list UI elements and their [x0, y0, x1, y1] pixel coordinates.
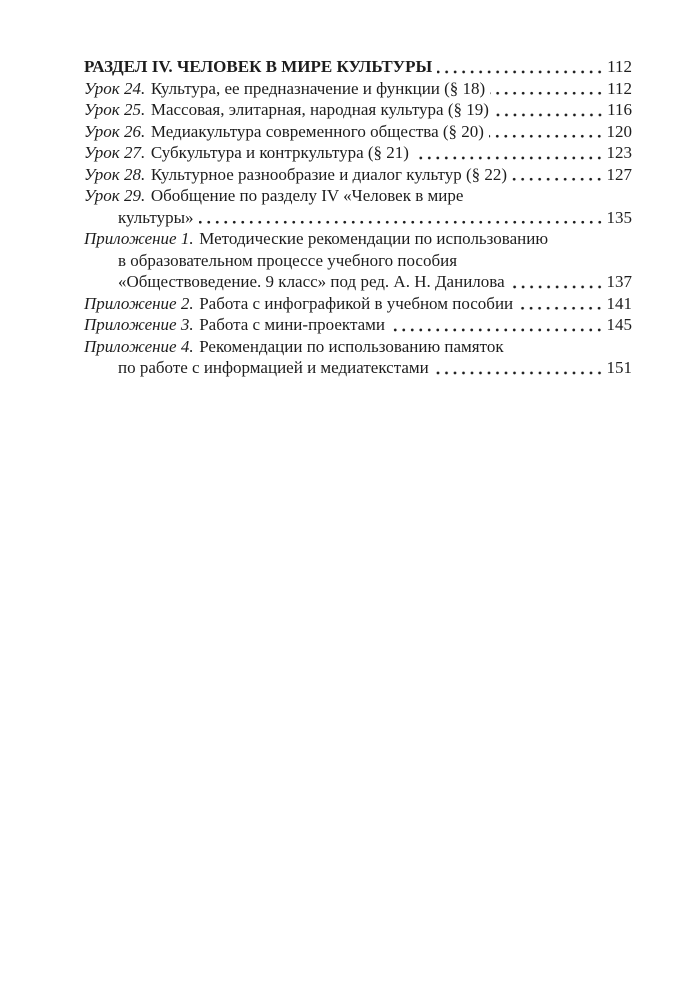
toc-entry	[84, 293, 632, 315]
toc-entry-prefix: Урок 29.	[84, 186, 146, 205]
toc-entry	[84, 164, 632, 186]
toc-entry-title: культуры»	[118, 207, 194, 227]
toc-entry-title: Методические рекомендации по использованию	[199, 229, 549, 248]
dot-leader	[434, 357, 604, 379]
toc-entry-title: «Обществоведение. 9 класс» под ред. А. Н. Данилова	[118, 272, 505, 291]
toc-entry-title: Работа с инфографикой в учебном пособии	[199, 293, 514, 313]
toc-entry-title: Медиакультура современного общества (§ 20)	[150, 121, 484, 141]
toc-entry	[84, 336, 632, 358]
toc-page-number: 112	[607, 78, 632, 98]
dot-leader	[437, 56, 604, 78]
dot-leader	[390, 314, 604, 336]
dot-leader	[489, 121, 604, 143]
dot-leader	[512, 164, 603, 186]
dot-leader	[490, 78, 604, 100]
dot-leader	[414, 142, 604, 164]
toc-entry-title: по работе с информацией и медиатекстами	[118, 358, 429, 377]
toc-page-number: 127	[606, 164, 632, 184]
toc-entry-prefix: Приложение 1.	[84, 229, 194, 248]
toc-entry-title: Массовая, элитарная, народная культура (§ 19)	[150, 100, 489, 119]
toc-entry-prefix: Приложение 4.	[84, 336, 194, 356]
toc-page-number: 112	[607, 57, 632, 76]
toc-page-number: 151	[606, 358, 632, 377]
toc-section-title: РАЗДЕЛ IV. ЧЕЛОВЕК В МИРЕ КУЛЬТУРЫ	[84, 57, 433, 76]
toc-entry-continuation	[84, 250, 632, 272]
toc-section-heading	[84, 56, 632, 78]
toc-page-number: 141	[606, 293, 632, 313]
toc-entry-title: Рекомендации по использованию памяток	[199, 336, 504, 356]
dot-leader	[199, 207, 604, 229]
toc-page-number: 123	[606, 143, 632, 162]
toc-entry-continuation	[84, 207, 632, 229]
dot-leader	[510, 271, 604, 293]
toc-entry-title: Культура, ее предназначение и функции (§ 18)	[150, 78, 486, 98]
toc-entry-title: в образовательном процессе учебного пособия	[118, 250, 458, 270]
toc-entry-prefix: Урок 26.	[84, 121, 146, 141]
toc-page-number: 135	[606, 207, 632, 227]
toc-entry-continuation	[84, 271, 632, 293]
toc-entry	[84, 228, 632, 250]
toc-entry	[84, 185, 632, 207]
toc-entry	[84, 99, 632, 121]
toc-entry-prefix: Урок 27.	[84, 143, 146, 162]
dot-leader	[518, 293, 603, 315]
toc-entry-title: Субкультура и контркультура (§ 21)	[150, 143, 409, 162]
toc-entry-prefix: Урок 24.	[84, 78, 146, 98]
toc-entry-prefix: Урок 25.	[84, 100, 146, 119]
toc-entry-continuation	[84, 357, 632, 379]
toc-entry-prefix: Приложение 2.	[84, 293, 194, 313]
toc-entry-title: Работа с мини-проектами	[199, 315, 385, 334]
toc-entry	[84, 121, 632, 143]
toc-entry-prefix: Приложение 3.	[84, 315, 194, 334]
toc-page-number: 137	[606, 272, 632, 291]
toc-page-number: 120	[606, 121, 632, 141]
toc-entry	[84, 78, 632, 100]
toc-page-number: 116	[607, 100, 632, 119]
toc-entry-title: Обобщение по разделу IV «Человек в мире	[150, 186, 464, 205]
toc-entry-title: Культурное разнообразие и диалог культур (§ 22)	[150, 164, 508, 184]
toc-entry-prefix: Урок 28.	[84, 164, 146, 184]
toc-entry	[84, 314, 632, 336]
toc-page-number: 145	[606, 315, 632, 334]
dot-leader	[494, 99, 604, 121]
toc-entry	[84, 142, 632, 164]
table-of-contents	[84, 56, 632, 379]
